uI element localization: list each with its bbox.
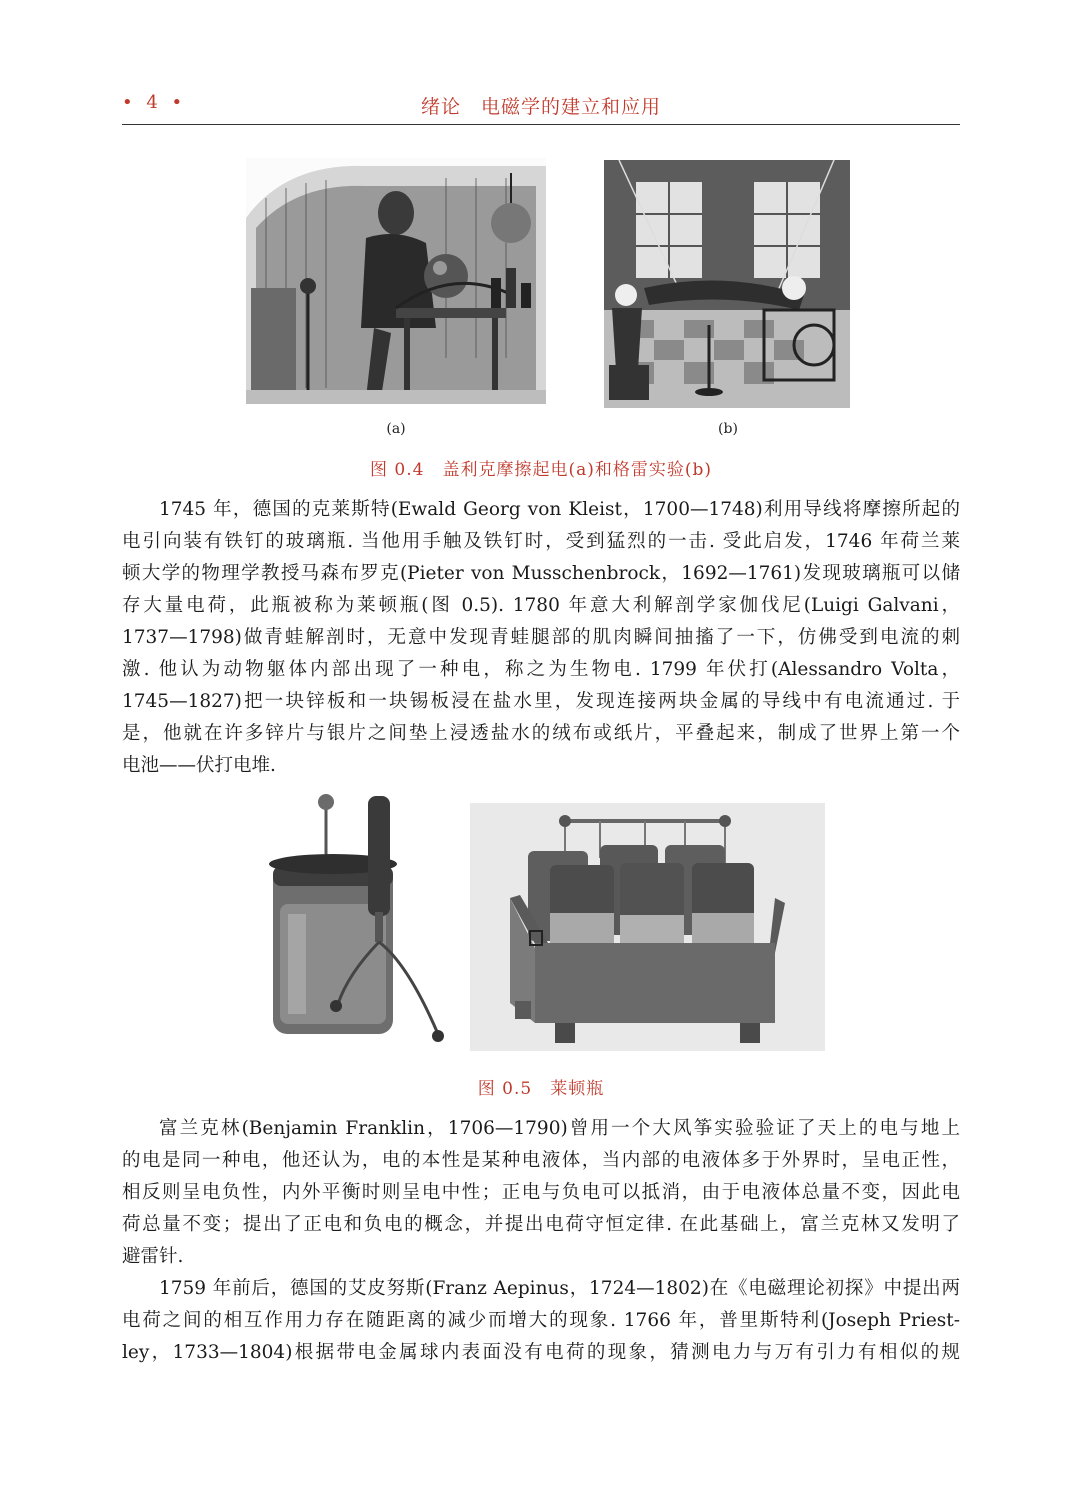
figure-0-5-leyden-jar-photo xyxy=(258,794,458,1050)
text-line: 1745 年，德国的克莱斯特(Ewald Georg von Kleist，1700—1748)利用导线将摩擦所起的 xyxy=(159,499,960,520)
text-line: 电池——伏打电堆. xyxy=(122,755,276,776)
text-line: 电引向装有铁钉的玻璃瓶. 当他用手触及铁钉时，受到猛烈的一击. 受此启发，1746 年荷兰莱 xyxy=(122,531,960,552)
figure-0-5-jar-battery-photo xyxy=(470,803,825,1051)
text-line: 的电是同一种电，他还认为，电的本性是某种电液体，当内部的电液体多于外界时，呈电正性， xyxy=(122,1150,960,1171)
text-line: 避雷针. xyxy=(122,1246,184,1267)
text-line: ley，1733—1804)根据带电金属球内表面没有电荷的现象，猜测电力与万有引力有相似的规 xyxy=(122,1342,960,1363)
running-header xyxy=(122,88,960,125)
paragraph-3 xyxy=(122,1273,960,1369)
figure-0-5-caption: 图 0.5 莱顿瓶 xyxy=(477,1079,605,1099)
figure-0-4-caption: 图 0.4 盖利克摩擦起电(a)和格雷实验(b) xyxy=(370,460,712,480)
paragraph-2 xyxy=(122,1113,960,1273)
running-title: 绪论 电磁学的建立和应用 xyxy=(420,96,661,118)
text-line: 顿大学的物理学教授马森布罗克(Pieter von Musschenbrock，1692—1761)发现玻璃瓶可以储 xyxy=(122,563,960,584)
text-line: 是，他就在许多锌片与银片之间垫上浸透盐水的绒布或纸片，平叠起来，制成了世界上第一个 xyxy=(122,723,960,744)
figure-0-4b-label: (b) xyxy=(718,421,738,437)
figure-0-4a-label: (a) xyxy=(386,421,406,437)
text-line: 相反则呈电负性，内外平衡时则呈电中性；正电与负电可以抵消，由于电液体总量不变，因此电 xyxy=(122,1182,960,1203)
text-line: 1745—1827)把一块锌板和一块锡板浸在盐水里，发现连接两块金属的导线中有电流通过. 于 xyxy=(122,691,960,712)
text-line: 存大量电荷，此瓶被称为莱顿瓶(图 0.5). 1780 年意大利解剖学家伽伐尼(Luigi Galvani， xyxy=(122,595,960,616)
text-line: 1737—1798)做青蛙解剖时，无意中发现青蛙腿部的肌肉瞬间抽搐了一下，仿佛受到电流的刺 xyxy=(122,627,960,648)
text-line: 电荷之间的相互作用力存在随距离的减少而增大的现象. 1766 年，普里斯特利(Joseph Priest- xyxy=(122,1310,960,1331)
page-number: • 4 • xyxy=(122,92,187,113)
text-line: 荷总量不变；提出了正电和负电的概念，并提出电荷守恒定律. 在此基础上，富兰克林又发明了 xyxy=(122,1214,960,1235)
figure-0-4a-engraving xyxy=(246,158,546,404)
text-line: 1759 年前后，德国的艾皮努斯(Franz Aepinus，1724—1802)在《电磁理论初探》中提出两 xyxy=(159,1278,960,1299)
text-line: 激. 他认为动物躯体内部出现了一种电，称之为生物电. 1799 年伏打(Alessandro Volta， xyxy=(122,659,960,680)
text-line: 富兰克林(Benjamin Franklin，1706—1790)曾用一个大风筝实验验证了天上的电与地上 xyxy=(159,1118,960,1139)
paragraph-1 xyxy=(122,494,960,782)
figure-0-4b-engraving xyxy=(604,160,850,408)
